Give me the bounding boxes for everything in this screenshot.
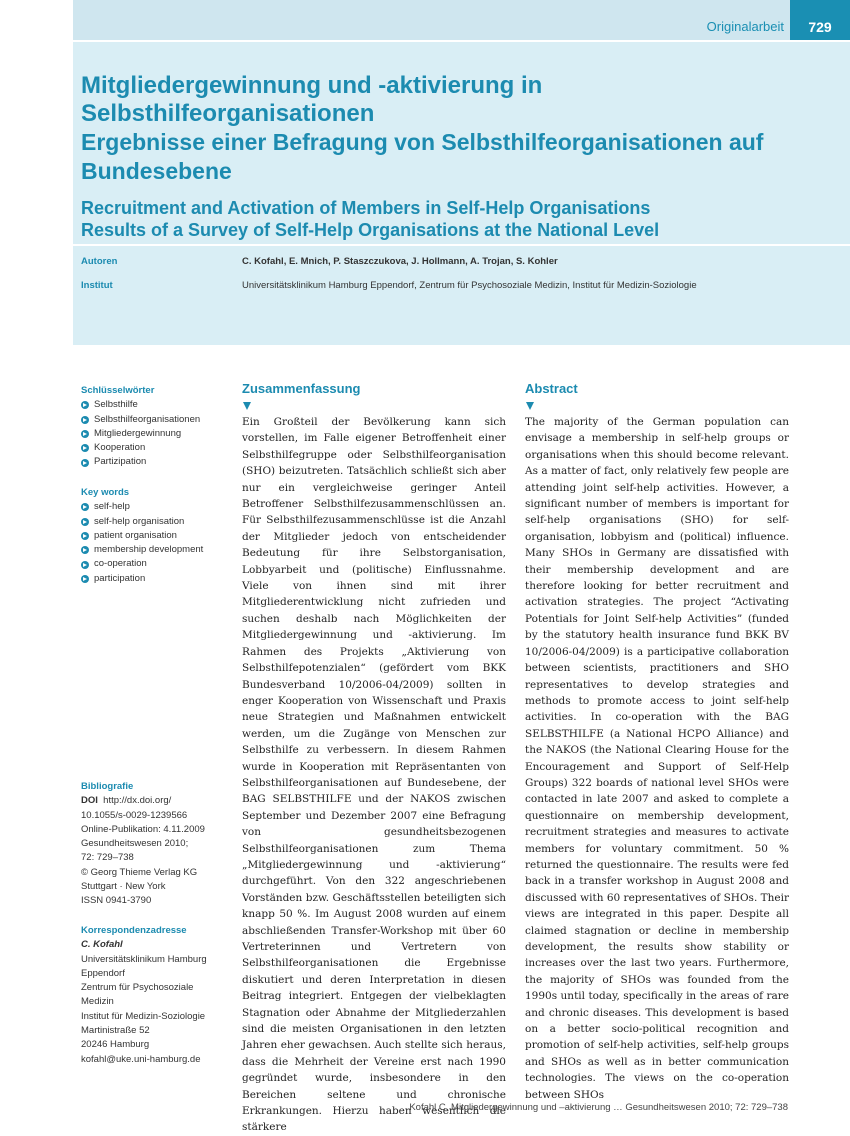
keyword-item: self-help	[81, 500, 231, 514]
keyword-item: self-help organisation	[81, 515, 231, 529]
top-bar	[73, 0, 850, 40]
institute: Universitätsklinikum Hamburg Eppendorf, Zentrum für Psychosoziale Medizin, Institut für Medizin-Soziologie	[242, 280, 697, 291]
address-line: 20246 Hamburg	[81, 1039, 150, 1051]
abstract-en-heading: Abstract	[525, 381, 578, 396]
address-line: Eppendorf	[81, 967, 125, 979]
keyword-item: membership development	[81, 543, 231, 557]
biblio-line: Online-Publikation: 4.11.2009	[81, 823, 205, 835]
page-number: 729	[790, 0, 850, 40]
keywords-en-heading: Key words	[81, 487, 130, 498]
arrow-down-icon	[526, 402, 534, 410]
section-label: Originalarbeit	[706, 19, 784, 34]
address-line: Universitätsklinikum Hamburg	[81, 953, 207, 965]
header-divider	[73, 244, 850, 246]
footer-citation: Kofahl C. Mitgliedergewinnung und –aktivierung … Gesundheitswesen 2010; 72: 729–738	[409, 1102, 788, 1113]
bullet-icon	[81, 430, 89, 438]
abstract-de-text: Ein Großteil der Bevölkerung kann sich vorstellen, im Falle eigener Betroffenheit einer Selbsthilfegruppe oder Selbsthilfeorganisation (SHO) beizutreten. Tatsächlich schließt sich aber nur ein vergleichweise geringer Anteil Betroffener Selbsthilfezusammenschlüssen an. Für Selbsthilfezusammenschlüsse ist die Anzahl der Mitglieder jedoch von entscheidender Bedeutung für ihre Selbstorganisation, Lobbyarbeit und (politische) Einflussnahme. Viele von ihnen sind mit ihrer Mitgliederentwicklung nicht zufrieden und suchen deshalb nach Möglichkeiten der Mitgliedergewinnung und -aktivierung. Im Rahmen des Projekts „Aktivierung von Selbsthilfepotenzialen“ (gefördert vom BKK Bundesverband 10/2006-04/2009) sollten in enger Kooperation von Wissenschaft und Praxis neue Strategien und Maßnahmen entwickelt werden, um die Zugänge von Menschen zur Selbsthilfe zu verbessern. In diesem Rahmen wurde in Kooperation mit Repräsentanten von Selbsthilfeorganisationen auf Bundesebene, der BAG SELBSTHILFE und der NAKOS zwischen September und Dezember 2007 eine Befragung von gesundheitsbezogenen Selbsthilfeorganisationen zum Thema „Mitgliedergewinnung und -aktivierung“ durchgeführt. Von den 322 angeschriebenen Vorständen bzw. Geschäftsstellen beteiligten sich knapp 50 %. Im August 2008 wurden auf einem abschließenden Transfer-Workshop mit über 60 Vertreterinnen und Vertretern von Selbsthilfeorganisationen die Ergebnisse diskutiert und deren Interpretation in diesen Beitrag integriert. Entgegen der vielbeklagten Stagnation oder Abnahme der Mitgliederzahlen sind die meisten Organisationen in den letzten Jahren eher gewachsen. Auch stellte sich heraus, dass die Mehrheit der Vereine erst nach 1990 gegründet wurde, insbesondere in den Bereichen seltene und chronische Erkrankungen. Hierzu haben wesentlich die stärkere	[242, 416, 506, 1134]
email-link[interactable]: kofahl@uke.uni-hamburg.de	[81, 1053, 201, 1065]
arrow-down-icon	[243, 402, 251, 410]
institute-label: Institut	[81, 280, 113, 291]
correspondence	[81, 924, 231, 1067]
keywords-de	[81, 384, 231, 470]
authors-label: Autoren	[81, 256, 118, 267]
biblio-line: © Georg Thieme Verlag KG	[81, 866, 198, 878]
biblio-line: Gesundheitswesen 2010;	[81, 838, 189, 850]
keyword-item: Kooperation	[81, 441, 231, 455]
address-line: Medizin	[81, 996, 114, 1008]
abstract-de-heading: Zusammenfassung	[242, 381, 361, 396]
address-line: Institut für Medizin-Soziologie	[81, 1010, 206, 1022]
abstract-en-text: The majority of the German population can envisage a membership in self-help groups or organisations when this should become relevant. As a matter of fact, only relatively few people are attending joint self-help activities. However, a significant number of members is important for self-help organisations (SHO) for self-organisation, lobbyism and (political) influence. Many SHOs in Germany are dissatisfied with their membership development and are therefore looking for better recruitment and activation strategies. The project “Activating Potentials for Joint Self-help Activities” (funded by the statutory health insurance fund BKK BV 10/2006-04/2009) is a participative collaboration between scientists, practitioners and SHO representatives to develop strategies and methods to promote access to joint self-help activities. In co-operation with the BAG SELBSTHILFE (a National HCPO Alliance) and the NAKOS (the National Clearing House for the Encouragement and Support of Self-Help Groups) 322 boards of national level SHOs were contacted in late 2007 and asked to complete a questionnaire on membership development, recruitment strategies and measures to activate members for voluntary commitment. 50 % returned the questionnaire. The results were fed back in a transfer workshop in August 2008 and discussed with 60 representatives of SHOs. Their views are integrated in this paper. Despite all claimed stagnation or decline in membership development, the results show stability or increases over the last two years. Furthermore, the majority of SHOs was founded from the 1990s until today, specifically in the areas of rare and chronic diseases. This development is based on a better socio-political recognition and promotion of self-help activities, self-help groups and SHOs as well as in better communication technologies. The views on the co-operation between SHOs	[525, 416, 789, 1101]
bullet-icon	[81, 459, 89, 467]
keywords-de-heading: Schlüsselwörter	[81, 385, 155, 396]
authors: C. Kofahl, E. Mnich, P. Staszczukova, J. Hollmann, A. Trojan, S. Kohler	[242, 256, 558, 267]
keyword-item: participation	[81, 572, 231, 586]
correspondence-name: C. Kofahl	[81, 939, 123, 951]
biblio-line: ISSN 0941-3790	[81, 895, 152, 907]
doi-line: DOI http://dx.doi.org/	[81, 795, 172, 807]
keyword-item: Partizipation	[81, 455, 231, 469]
bullet-icon	[81, 444, 89, 452]
keyword-item: co-operation	[81, 557, 231, 571]
bullet-icon	[81, 503, 89, 511]
bullet-icon	[81, 518, 89, 526]
keyword-item: patient organisation	[81, 529, 231, 543]
correspondence-heading: Korrespondenzadresse	[81, 925, 187, 936]
keyword-item: Selbsthilfeorganisationen	[81, 413, 231, 427]
biblio-line: 72: 729–738	[81, 852, 134, 864]
bullet-icon	[81, 416, 89, 424]
biblio-line: Stuttgart · New York	[81, 881, 166, 893]
address-line: Martinistraße 52	[81, 1025, 150, 1037]
bibliography-heading: Bibliografie	[81, 781, 134, 792]
bibliography	[81, 780, 231, 909]
bullet-icon	[81, 532, 89, 540]
address-line: Zentrum für Psychosoziale	[81, 982, 194, 994]
subtitle-english: Results of a Survey of Self-Help Organisations at the National Level	[81, 220, 660, 240]
bullet-icon	[81, 546, 89, 554]
keywords-en	[81, 486, 231, 586]
bullet-icon	[81, 575, 89, 583]
title-english: Recruitment and Activation of Members in Self-Help Organisations	[81, 198, 651, 218]
keyword-item: Mitgliedergewinnung	[81, 427, 231, 441]
subtitle-german: Ergebnisse einer Befragung von Selbsthilfeorganisationen auf Bundesebene	[81, 129, 764, 184]
biblio-line: 10.1055/s-0029-1239566	[81, 809, 188, 821]
bullet-icon	[81, 401, 89, 409]
bullet-icon	[81, 561, 89, 569]
title-german: Mitgliedergewinnung und -aktivierung in Selbsthilfeorganisationen	[81, 72, 543, 127]
keyword-item: Selbsthilfe	[81, 398, 231, 412]
